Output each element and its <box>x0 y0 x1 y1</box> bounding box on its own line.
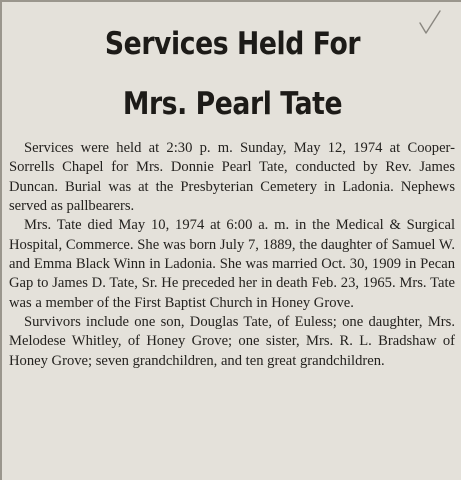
headline-line-1: Services Held For <box>104 26 361 62</box>
paragraph-services: Services were held at 2:30 p. m. Sunday, May 12, 1974 at Cooper-Sorrells Chapel for Mrs. Donnie Pearl Tate, conducted by Rev. James Duncan. Burial was at the Presbyterian Cemetery in Ladonia. Nephews served as pallbearers. <box>9 140 455 215</box>
paragraph-survivors: Survivors include one son, Douglas Tate, of Euless; one daughter, Mrs. Melodese Whitley, of Honey Grove; one sister, Mrs. R. L. Bradshaw of Honey Grove; seven grandchildren, and ten great grandchildren. <box>9 314 455 369</box>
headline-line-2: Mrs. Pearl Tate <box>122 86 343 122</box>
article-body <box>9 139 455 371</box>
paragraph-biography: Mrs. Tate died May 10, 1974 at 6:00 a. m. in the Medical & Surgical Hospital, Commerce. She was born July 7, 1889, the daughter of Samuel W. and Emma Black Winn in Ladonia. She was married Oct. 30, 1909 in Pecan Gap to James D. Tate, Sr. He preceded her in death Feb. 23, 1965. Mrs. Tate was a member of the First Baptist Church in Honey Grove. <box>9 217 455 311</box>
